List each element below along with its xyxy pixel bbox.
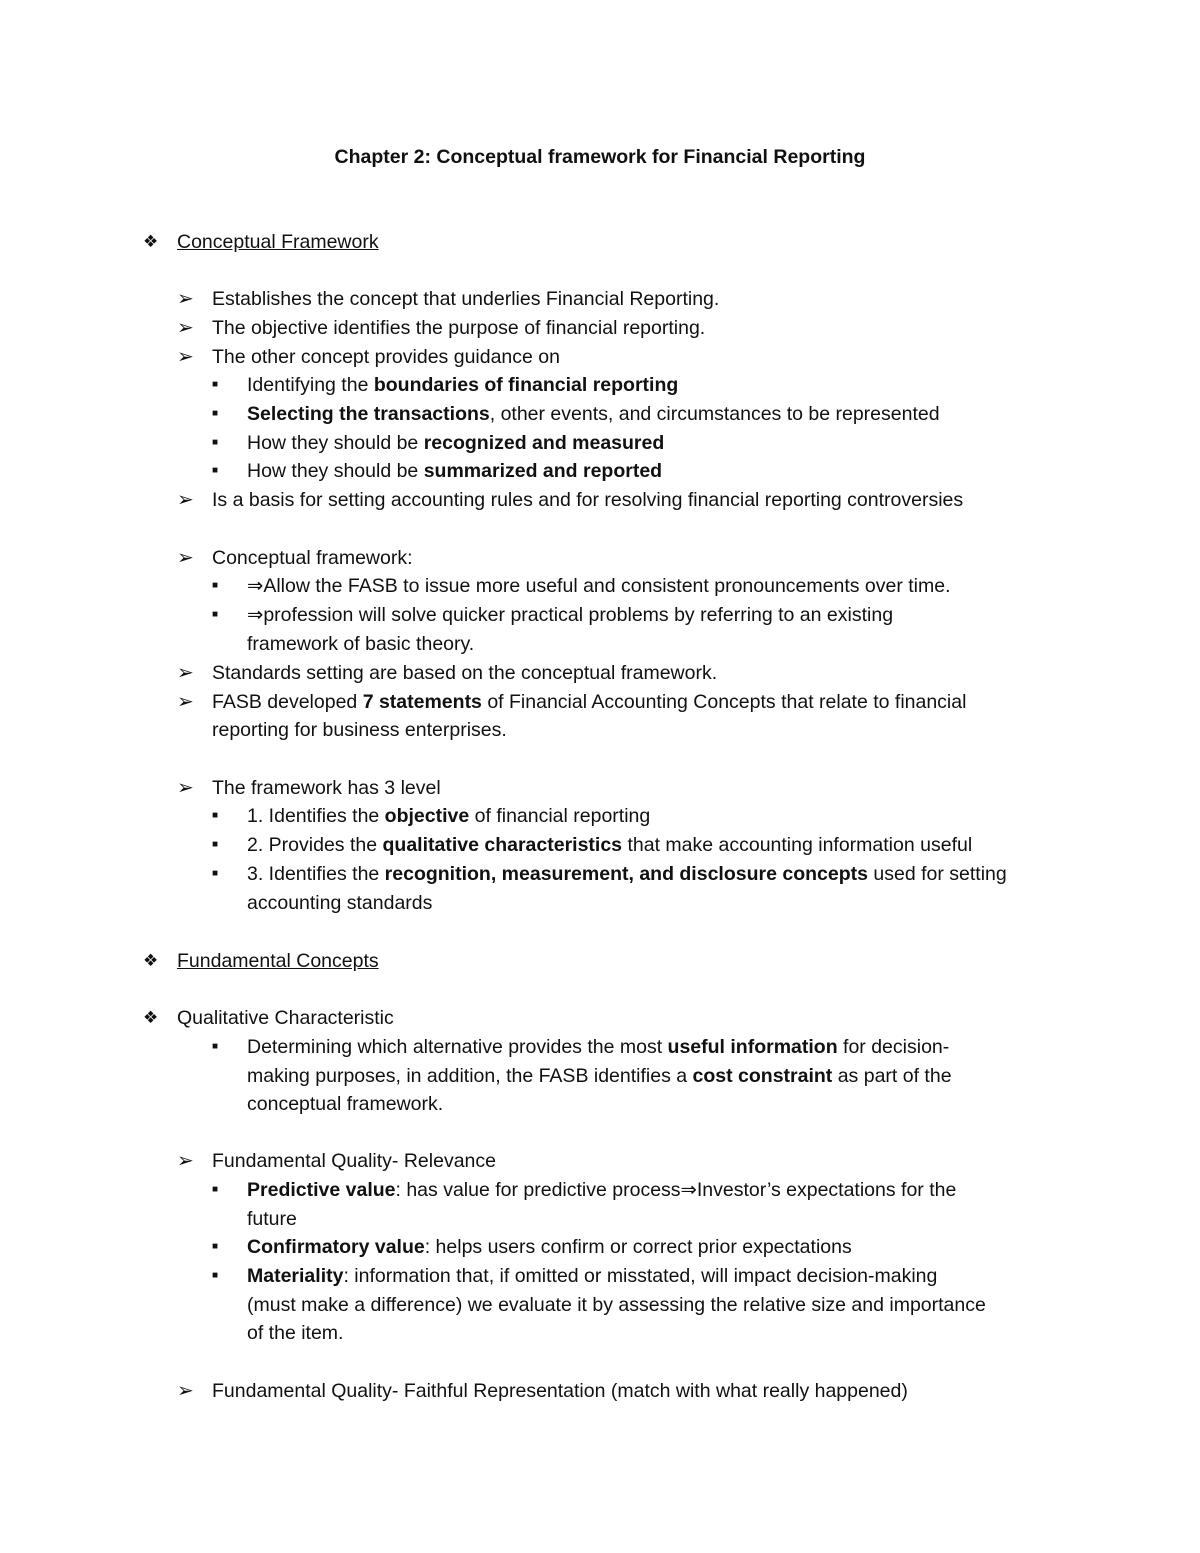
bold-text: Confirmatory value — [247, 1236, 425, 1258]
bold-text: cost constraint — [692, 1065, 833, 1087]
text: How they should be — [247, 460, 424, 482]
sub-list-item — [247, 400, 940, 429]
square-bullet-icon: ■ — [212, 408, 219, 419]
bold-text: Selecting the transactions — [247, 403, 490, 425]
sub-list-item-continuation: future — [247, 1208, 297, 1230]
diamond-bullet-icon: ❖ — [143, 1008, 159, 1027]
bold-text: recognition, measurement, and disclosure concepts — [384, 863, 868, 885]
text: as part of the — [832, 1065, 952, 1087]
text: How they should be — [247, 432, 424, 454]
sub-list-item — [247, 457, 662, 486]
square-bullet-icon: ■ — [212, 379, 219, 390]
square-bullet-icon: ■ — [212, 1241, 219, 1252]
text: FASB developed — [212, 691, 363, 713]
square-bullet-icon: ■ — [212, 810, 219, 821]
sub-list-item — [247, 831, 972, 860]
sub-list-item — [247, 429, 664, 458]
square-bullet-icon: ■ — [212, 609, 219, 620]
text: 3. Identifies the — [247, 863, 385, 885]
list-item: The framework has 3 level — [212, 777, 441, 799]
text: , other events, and circumstances to be represented — [489, 403, 940, 425]
arrow-bullet-icon: ➢ — [177, 691, 194, 713]
bold-text: summarized and reported — [423, 460, 663, 482]
page-title: Chapter 2: Conceptual framework for Financial Reporting — [334, 146, 866, 168]
text: of Financial Accounting Concepts that relate to financial — [481, 691, 967, 713]
sub-list-item — [247, 371, 678, 400]
arrow-bullet-icon: ➢ — [177, 1150, 194, 1172]
arrow-bullet-icon: ➢ — [177, 317, 194, 339]
square-bullet-icon: ■ — [212, 1184, 219, 1195]
sub-list-item: ⇒profession will solve quicker practical problems by referring to an existing — [247, 604, 894, 626]
bold-text: recognized and measured — [423, 432, 665, 454]
square-bullet-icon: ■ — [212, 437, 219, 448]
text: 2. Provides the — [247, 834, 383, 856]
arrow-bullet-icon: ➢ — [177, 547, 194, 569]
list-item: The objective identifies the purpose of financial reporting. — [212, 317, 706, 339]
arrow-bullet-icon: ➢ — [177, 346, 194, 368]
bold-text: Predictive value — [247, 1179, 396, 1201]
list-item: Establishes the concept that underlies Financial Reporting. — [212, 288, 720, 310]
list-item: Is a basis for setting accounting rules and for resolving financial reporting controversies — [212, 489, 964, 511]
sub-list-item-continuation: of the item. — [247, 1322, 344, 1344]
sub-list-item-continuation: conceptual framework. — [247, 1093, 444, 1115]
bold-text: useful information — [667, 1036, 838, 1058]
sub-list-item — [247, 1262, 937, 1291]
text: for decision- — [837, 1036, 950, 1058]
list-item: Standards setting are based on the conceptual framework. — [212, 662, 718, 684]
section-heading-conceptual-framework: Conceptual Framework — [177, 231, 379, 253]
text: : helps users confirm or correct prior expectations — [424, 1236, 852, 1258]
square-bullet-icon: ■ — [212, 839, 219, 850]
arrow-bullet-icon: ➢ — [177, 777, 194, 799]
section-heading-fundamental-concepts: Fundamental Concepts — [177, 950, 379, 972]
sub-list-item — [247, 1176, 956, 1205]
sub-list-item — [247, 860, 1007, 889]
text: making purposes, in addition, the FASB identifies a — [247, 1065, 693, 1087]
text: Determining which alternative provides the most — [247, 1036, 668, 1058]
list-item — [212, 688, 966, 717]
text: 1. Identifies the — [247, 805, 385, 827]
section-heading-qualitative-characteristic: Qualitative Characteristic — [177, 1007, 394, 1029]
sub-list-item-continuation: accounting standards — [247, 892, 433, 914]
bold-text: 7 statements — [362, 691, 482, 713]
list-item: Fundamental Quality- Relevance — [212, 1150, 496, 1172]
sub-list-item-continuation: framework of basic theory. — [247, 633, 475, 655]
sub-list-item: ⇒Allow the FASB to issue more useful and consistent pronouncements over time. — [247, 575, 951, 597]
sub-list-item — [247, 802, 650, 831]
sub-list-item — [247, 1033, 949, 1062]
arrow-bullet-icon: ➢ — [177, 1380, 194, 1402]
sub-list-item-continuation — [247, 1062, 952, 1091]
bold-text: Materiality — [247, 1265, 344, 1287]
sub-list-item-continuation: (must make a difference) we evaluate it by assessing the relative size and importance — [247, 1294, 986, 1316]
list-item: The other concept provides guidance on — [212, 346, 560, 368]
text: that make accounting information useful — [622, 834, 973, 856]
text: used for setting — [867, 863, 1007, 885]
sub-list-item — [247, 1233, 852, 1262]
bold-text: qualitative characteristics — [382, 834, 623, 856]
text: : has value for predictive process⇒Investor’s expectations for the — [395, 1179, 957, 1201]
text: Identifying the — [247, 374, 374, 396]
diamond-bullet-icon: ❖ — [143, 951, 159, 970]
diamond-bullet-icon: ❖ — [143, 232, 159, 251]
text: : information that, if omitted or misstated, will impact decision-making — [343, 1265, 938, 1287]
square-bullet-icon: ■ — [212, 1270, 219, 1281]
square-bullet-icon: ■ — [212, 1041, 219, 1052]
square-bullet-icon: ■ — [212, 868, 219, 879]
list-item: Fundamental Quality- Faithful Representation (match with what really happened) — [212, 1380, 908, 1402]
square-bullet-icon: ■ — [212, 580, 219, 591]
arrow-bullet-icon: ➢ — [177, 489, 194, 511]
list-item-continuation: reporting for business enterprises. — [212, 719, 507, 741]
text: of financial reporting — [469, 805, 651, 827]
square-bullet-icon: ■ — [212, 465, 219, 476]
arrow-bullet-icon: ➢ — [177, 662, 194, 684]
list-item: Conceptual framework: — [212, 547, 413, 569]
bold-text: boundaries of financial reporting — [373, 374, 679, 396]
arrow-bullet-icon: ➢ — [177, 288, 194, 310]
bold-text: objective — [384, 805, 470, 827]
